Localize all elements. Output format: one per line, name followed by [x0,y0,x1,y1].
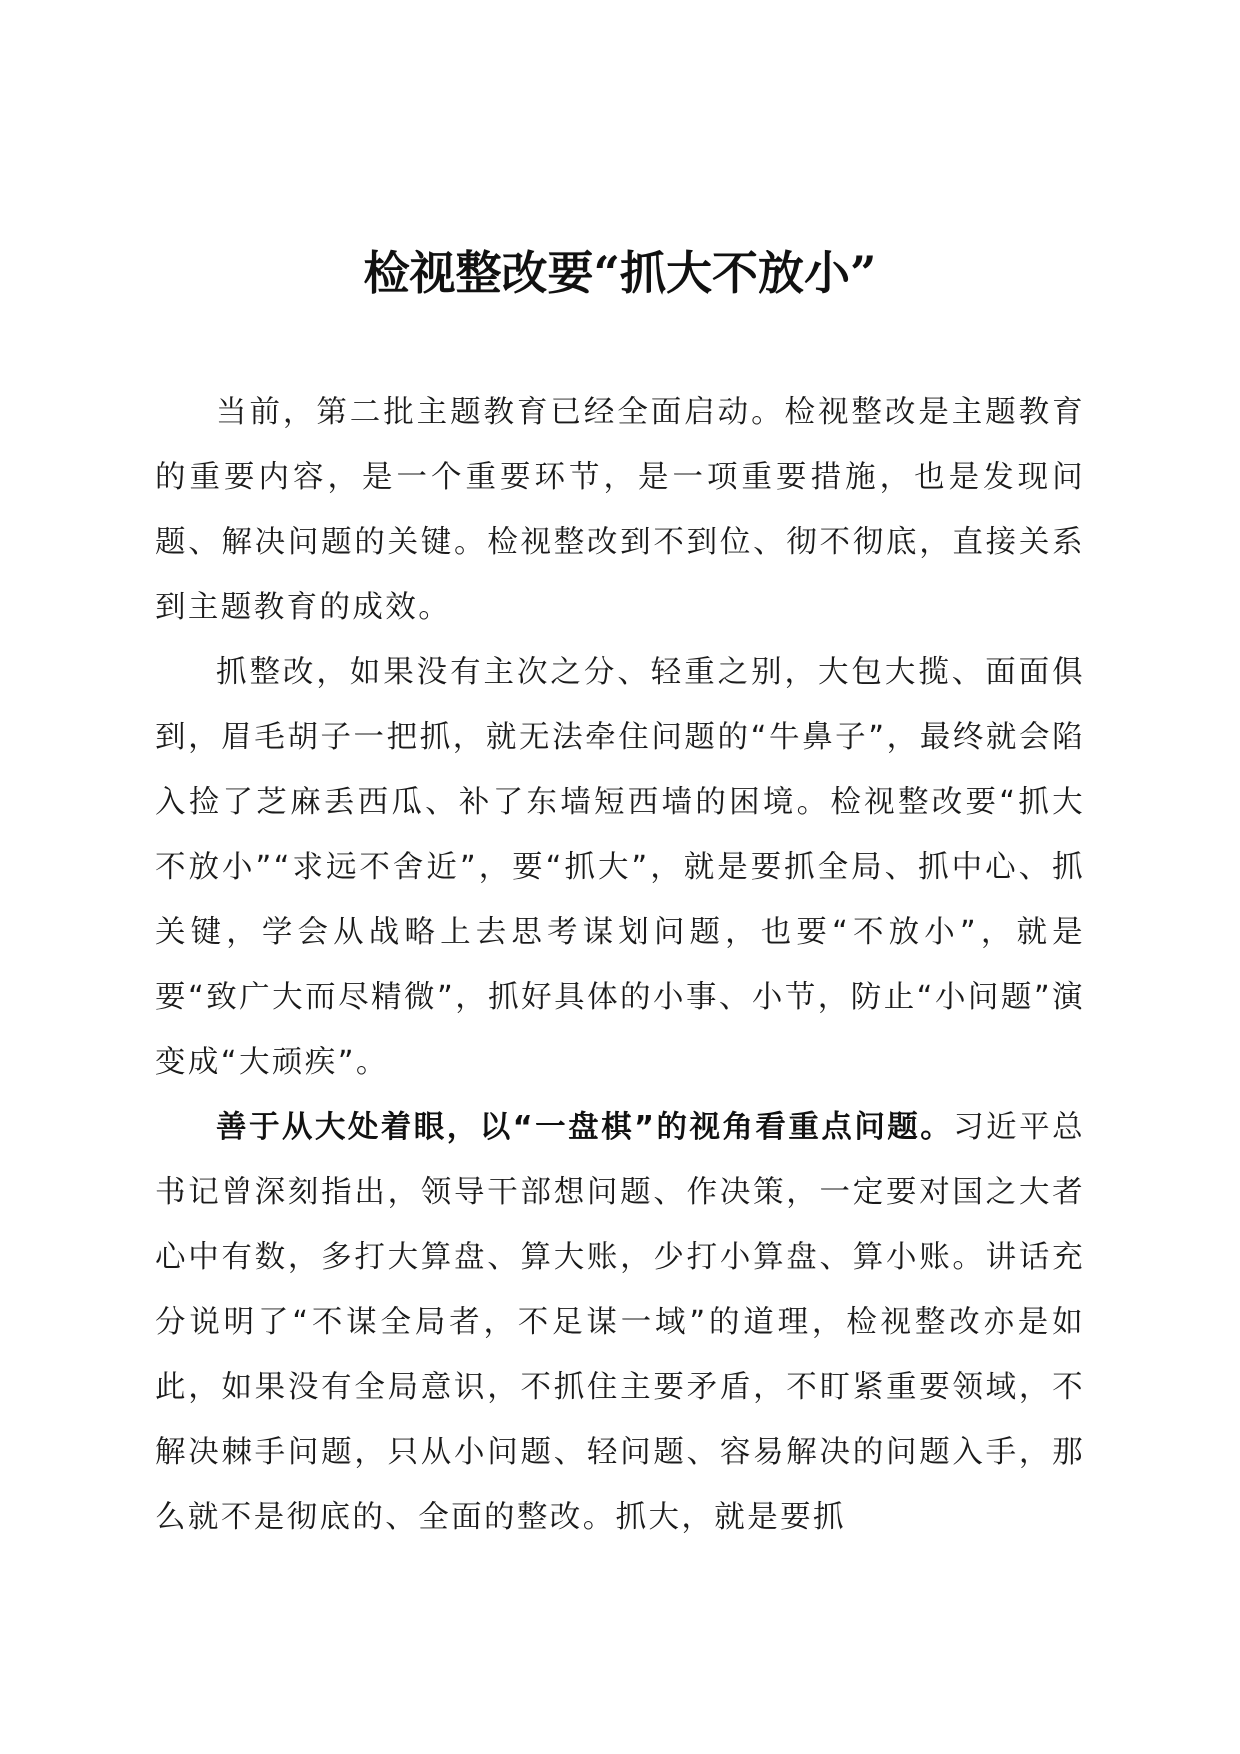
paragraph-2 [155,640,1085,1095]
document-title: 检视整改要“抓大不放小” [363,246,877,300]
paragraph-3-lead: 善于从大处着眼，以“一盘棋”的视角看重点问题。 [216,1110,954,1145]
paragraph-1-text: 当前，第二批主题教育已经全面启动。检视整改是主题教育的重要内容，是一个重要环节，是一项重要措施，也是发现问题、解决问题的关键。检视整改到不到位、彻不彻底，直接关系到主题教育的成效。 [155,395,1085,625]
document-body [155,380,1085,1550]
paragraph-3-text: 习近平总书记曾深刻指出，领导干部想问题、作决策，一定要对国之大者心中有数，多打大算盘、算大账，少打小算盘、算小账。讲话充分说明了“不谋全局者，不足谋一域”的道理，检视整改亦是如此，如果没有全局意识，不抓住主要矛盾，不盯紧重要领域，不解决棘手问题，只从小问题、轻问题、容易解决的问题入手，那么就不是彻底的、全面的整改。抓大，就是要抓 [155,1110,1085,1535]
paragraph-2-text: 抓整改，如果没有主次之分、轻重之别，大包大揽、面面俱到，眉毛胡子一把抓，就无法牵住问题的“牛鼻子”，最终就会陷入捡了芝麻丢西瓜、补了东墙短西墙的困境。检视整改要“抓大不放小”“求远不舍近”，要“抓大”，就是要抓全局、抓中心、抓关键，学会从战略上去思考谋划问题，也要“不放小”，就是要“致广大而尽精微”，抓好具体的小事、小节，防止“小问题”演变成“大顽疾”。 [155,655,1085,1080]
paragraph-3 [155,1095,1085,1550]
paragraph-1 [155,380,1085,640]
